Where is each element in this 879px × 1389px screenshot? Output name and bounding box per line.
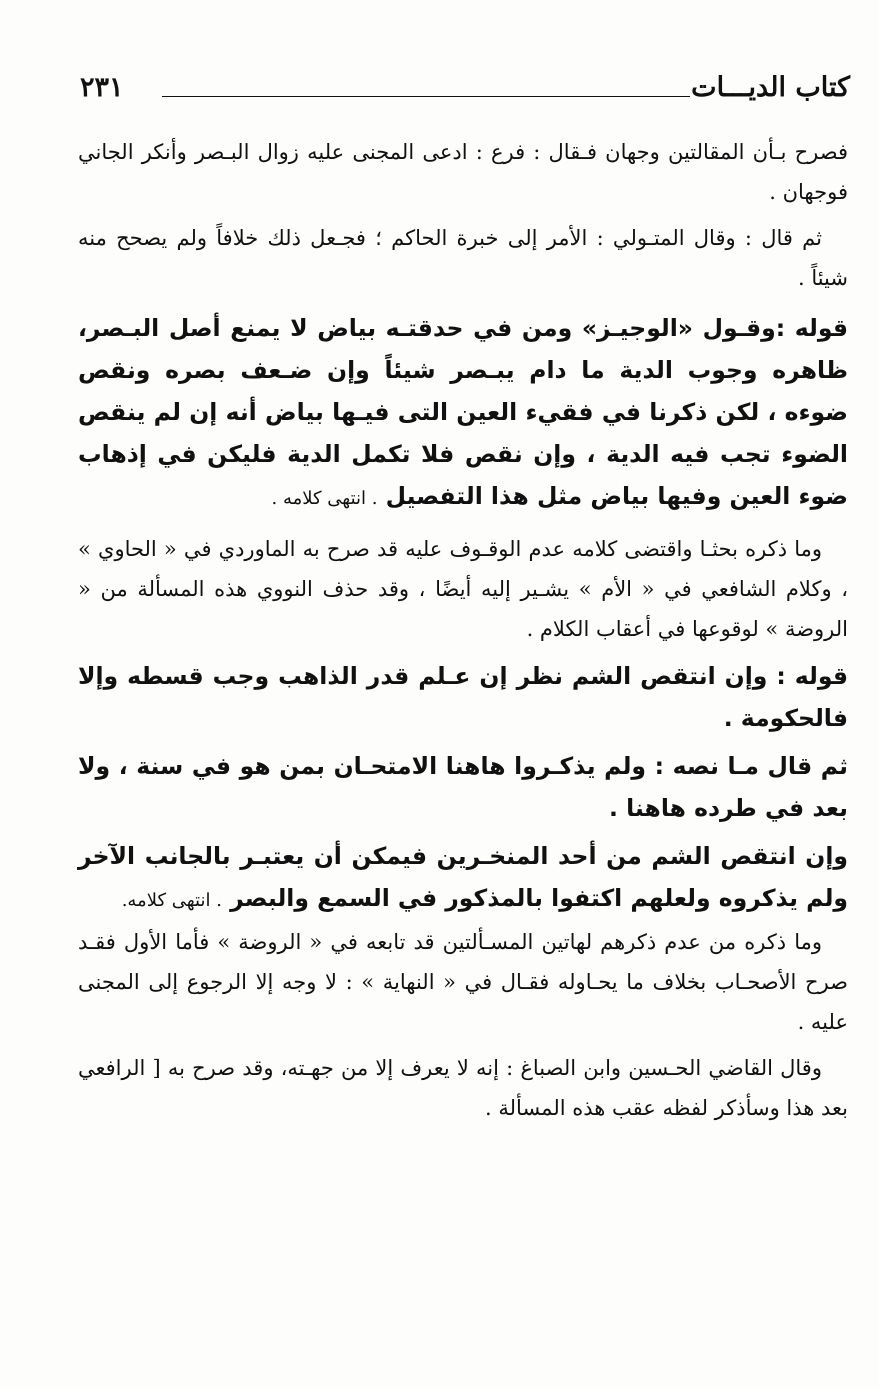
quote-text: ثم قال مـا نصه : ولم يذكـروا هاهنا الامتحـان بمن هو في سنة ، ولا بعد في طرده هاهنا . — [78, 752, 848, 822]
quote-paragraph-4 — [78, 835, 848, 922]
paragraph-text: فصرح بـأن المقالتين وجهان فـقال : فرع : ادعى المجنى عليه زوال البـصر وأنكر الجاني فوجهان . — [78, 140, 848, 204]
paragraph-text: ثم قال : وقال المتـولي : الأمر إلى خبرة الحاكم ؛ فجـعل ذلك خلافاً ولم يصحح منه شيئاً . — [78, 226, 848, 290]
chapter-title: كتاب الديـــات — [691, 72, 850, 103]
header-rule — [162, 96, 690, 97]
paragraph-text: وما ذكره بحثـا واقتضى كلامه عدم الوقـوف عليه قد صرح به الماوردي في « الحاوي » ، وكلام الشافعي في « الأم » يشـير إليه أيضًا ، وقد حذف النووي هذه المسألة من « الروضة » لوقوعها في أعقاب الكلام . — [78, 537, 848, 641]
page-number: ٢٣١ — [80, 72, 124, 103]
quote-paragraph-2 — [78, 655, 848, 739]
quote-text: قوله : وإن انتقص الشم نظر إن عـلم قدر الذاهب وجب قسطه وإلا فالحكومة . — [78, 662, 848, 732]
page-header — [80, 72, 850, 116]
paragraph-2 — [78, 218, 848, 298]
paragraph-text: وما ذكره من عدم ذكرهم لهاتين المسـألتين قد تابعه في « الروضة » فأما الأول فقـد صرح الأصحـاب بخلاف ما يحـاوله فقـال في « النهاية » : لا وجه إلا الرجوع إلى المجنى عليه . — [78, 930, 848, 1034]
paragraph-text: وقال القاضي الحـسين وابن الصباغ : إنه لا يعرف إلا من جهـته، وقد صرح به [ الرافعي بعد هذا وسأذكر لفظه عقب هذه المسألة . — [78, 1056, 848, 1120]
paragraph-1 — [78, 132, 848, 212]
quote-closing: . انتهى كلامه . — [271, 488, 378, 509]
quote-paragraph-1 — [78, 307, 848, 520]
quote-closing: . انتهى كلامه. — [121, 890, 222, 911]
paragraph-4 — [78, 922, 848, 1042]
quote-paragraph-3 — [78, 745, 848, 829]
paragraph-3 — [78, 529, 848, 649]
quote-text: قوله :وقـول «الوجيـز» ومن في حدقتـه بياض لا يمنع أصل البـصر، ظاهره وجوب الدية ما دام يبـصر شيئاً وإن ضـعف بصره ونقص ضوءه ، لكن ذكرنا في فقيء العين التى فيـها بياض أنه إن لم ينقص الضوء تجب فيه الدية ، وإن نقص فلا تكمل الدية فليكن في إذهاب ضوء العين وفيها بياض مثل هذا التفصيل — [78, 314, 848, 510]
paragraph-5 — [78, 1048, 848, 1128]
page-body — [78, 132, 848, 1128]
quote-text: وإن انتقص الشم من أحد المنخـرين فيمكن أن يعتبـر بالجانب الآخر ولم يذكروه ولعلهم اكتفوا بالمذكور في السمع والبصر — [78, 842, 848, 912]
